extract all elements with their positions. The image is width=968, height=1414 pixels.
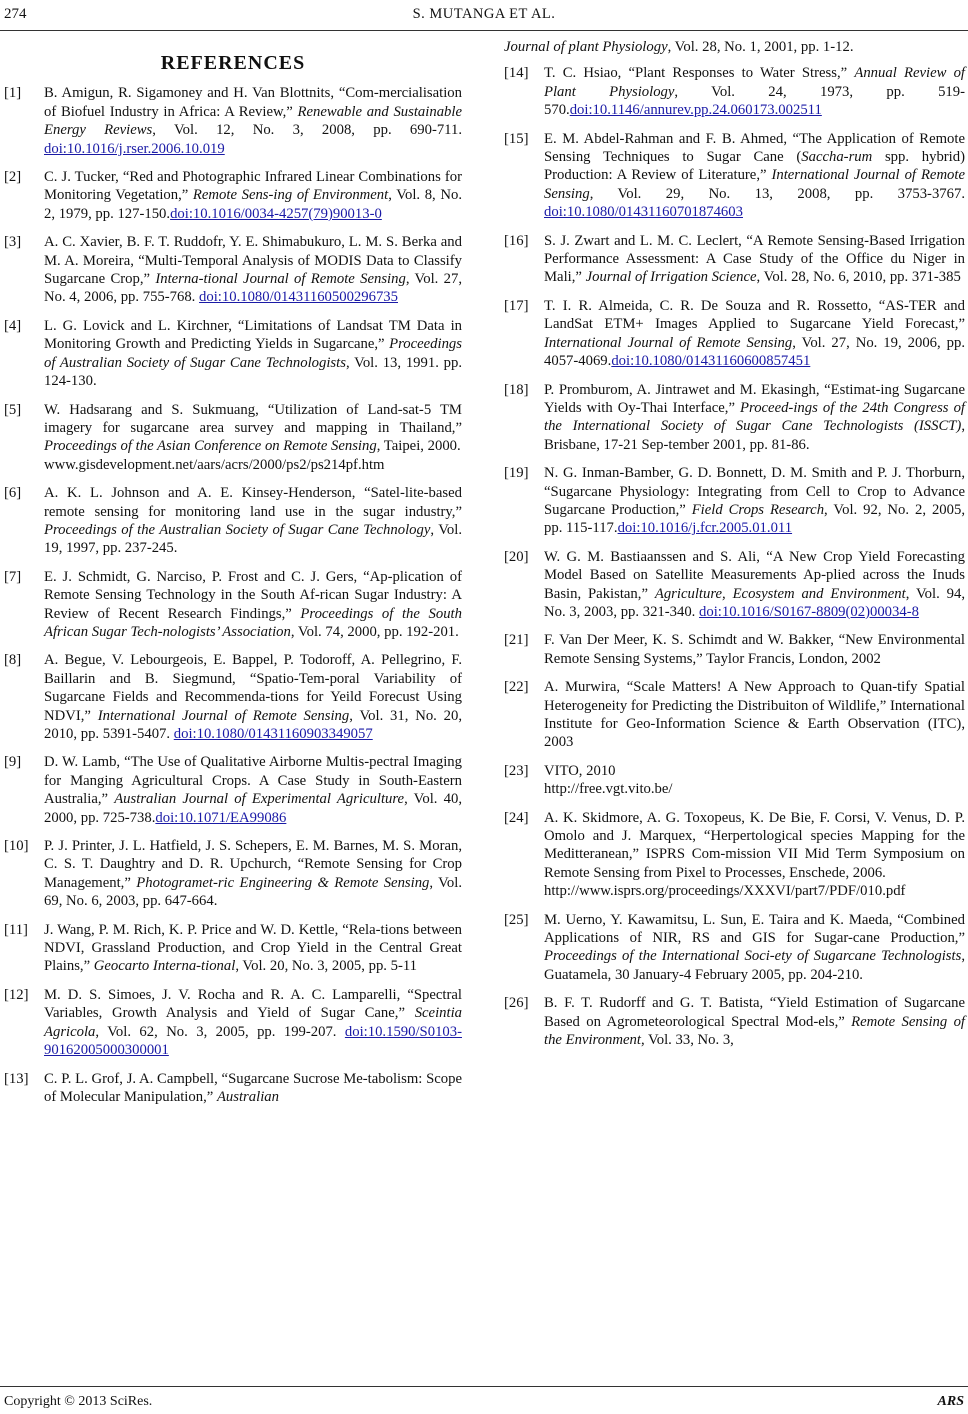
reference-text	[44, 837, 462, 911]
reference-source: Interna-tional Journal of Remote Sensing	[155, 271, 406, 288]
reference-number: [22]	[504, 679, 529, 696]
reference-text	[544, 130, 965, 222]
reference-text	[44, 84, 462, 158]
reference-item	[4, 233, 462, 307]
reference-details-2: , Vol. 29, No. 13, 2008, pp. 3753-3767.	[589, 185, 965, 202]
reference-item	[504, 232, 965, 287]
reference-item	[4, 568, 462, 642]
reference-source: International Journal of Remote Sensing	[544, 334, 793, 351]
reference-item	[504, 381, 965, 455]
reference-details: , Vol. 94, No. 3, 2003, pp. 321-340.	[544, 585, 966, 620]
left-column	[4, 38, 462, 1116]
reference-number: [21]	[504, 632, 529, 649]
doi-link[interactable]: doi:10.1016/S0167-8809(02)00034-8	[699, 603, 919, 620]
reference-authors-title: VITO, 2010	[544, 762, 616, 779]
reference-text	[44, 986, 462, 1060]
reference-authors-title: E. M. Abdel-Rahman and F. B. Ahmed, “The Application of Remote Sensing Techniques to Sugar Cane (	[544, 130, 965, 166]
continuation-journal: Journal of plant Physiology	[504, 39, 668, 55]
reference-text	[544, 994, 965, 1049]
doi-link[interactable]: doi:10.1080/01431160500296735	[199, 289, 398, 306]
reference-item	[4, 84, 462, 158]
reference-text	[544, 762, 965, 799]
reference-13-continuation	[504, 38, 965, 56]
reference-item	[504, 130, 965, 222]
reference-authors-title: A. Begue, V. Lebourgeois, E. Bappel, P. Todoroff, A. Pellegrino, F. Baillarin and B. Siegmund, “Spatio-Tem-poral Variability of Sugarcane Fields and Recommenda-tions for Yeild Forecust Using NDVI,”	[44, 652, 462, 724]
reference-source: Remote Sensing of the Environment	[544, 1013, 966, 1049]
reference-number: [20]	[504, 548, 529, 565]
reference-number: [16]	[504, 232, 529, 249]
journal-abbreviation: ARS	[937, 1394, 964, 1409]
reference-details: , Vol. 33, No. 3,	[640, 1032, 734, 1049]
reference-text	[544, 548, 965, 622]
reference-text	[544, 64, 965, 119]
reference-source: Photogramet-ric Engineering & Remote Sensing	[136, 874, 430, 891]
reference-source: Renewable and Sustainable Energy Reviews	[44, 103, 462, 139]
reference-details: , Vol. 31, No. 20, 2010, pp. 5391-5407.	[44, 707, 462, 742]
reference-text	[44, 401, 462, 475]
reference-item	[504, 762, 965, 799]
doi-link[interactable]: doi:10.1080/01431160903349057	[173, 726, 373, 742]
reference-text	[544, 631, 965, 668]
reference-details: , Brisbane, 17-21 Sep-tember 2001, pp. 81-86.	[544, 418, 965, 453]
reference-authors-title: N. G. Inman-Bamber, G. D. Bonnett, D. M. Smith and P. J. Thorburn, “Sugarcane Physiology: Integrating from Cell to Crop to Advance Sugarcane Production,”	[544, 465, 965, 518]
reference-details: , Vol. 62, No. 3, 2005, pp. 199-207.	[95, 1023, 345, 1040]
footer-rule	[0, 1386, 968, 1387]
reference-source: Sceintia Agricola	[44, 1005, 462, 1040]
reference-item	[504, 678, 965, 752]
reference-number: [10]	[4, 838, 29, 855]
reference-number: [15]	[504, 130, 529, 147]
reference-item	[4, 753, 462, 827]
reference-item	[504, 994, 965, 1049]
reference-item	[4, 651, 462, 743]
reference-number: [9]	[4, 754, 22, 771]
reference-details: , Vol. 20, No. 3, 2005, pp. 5-11	[235, 958, 418, 975]
reference-details: , Vol. 13, 1991. pp. 124-130.	[44, 354, 462, 390]
page-footer	[0, 1386, 968, 1414]
reference-source: Journal of Irrigation Science	[585, 269, 757, 286]
reference-text	[44, 921, 462, 976]
reference-authors-title: P. Promburom, A. Jintrawet and M. Ekasingh, “Estimat-ing Sugarcane Yields with Oy-Thai Interface,”	[544, 381, 965, 416]
reference-url: www.gisdevelopment.net/aars/acrs/2000/ps2/ps214pf.htm	[44, 456, 385, 473]
reference-authors-title: J. Wang, P. M. Rich, K. P. Price and W. D. Kettle, “Rela-tions between NDVI, Grassland Production, and Crop Yield in the Central Great Plains,”	[44, 921, 462, 975]
reference-authors-title: W. G. M. Bastiaanssen and S. Ali, “A New Crop Yield Forecasting Model Based on Satellite Measurements Ap-plied across the Inuds Basin, Pakistan,”	[544, 548, 965, 602]
reference-authors-title: C. P. L. Grof, J. A. Campbell, “Sugarcane Sucrose Me-tabolism: Scope of Molecular Manipulation,”	[44, 1070, 462, 1105]
reference-item	[504, 809, 965, 901]
reference-text	[544, 232, 965, 287]
reference-source: Australian	[216, 1088, 279, 1105]
reference-source-2: International Journal of Remote Sensing	[544, 167, 965, 202]
reference-text	[44, 651, 462, 743]
reference-number: [3]	[4, 234, 22, 251]
reference-text	[544, 381, 965, 455]
reference-details: , Vol. 27, No. 19, 2006, pp. 4057-4069.	[544, 334, 965, 370]
reference-text	[44, 317, 462, 391]
reference-details: , Guatamela, 30 January-4 February 2005, pp. 204-210.	[544, 948, 965, 983]
reference-number: [17]	[504, 297, 529, 314]
reference-source: Australian Journal of Experimental Agriculture	[114, 791, 405, 808]
reference-details: , Vol. 8, No. 2, 1979, pp. 127-150.	[44, 187, 462, 222]
reference-text	[544, 678, 965, 752]
reference-text	[44, 168, 462, 223]
reference-number: [23]	[504, 762, 529, 779]
reference-number: [1]	[4, 85, 22, 102]
page-number: 274	[4, 6, 27, 22]
reference-number: [14]	[504, 65, 529, 82]
reference-source: Proceedings of Australian Society of Sugar Cane Technologists	[44, 336, 462, 371]
reference-item	[4, 837, 462, 911]
reference-authors-title: M. D. S. Simoes, J. V. Rocha and R. A. C. Lamparelli, “Spectral Variables, Growth Analysis and Yield of Sugar Cane,”	[44, 986, 462, 1022]
reference-item	[504, 911, 965, 985]
reference-authors-title: T. C. Hsiao, “Plant Responses to Water Stress,”	[544, 65, 855, 82]
doi-link[interactable]: doi:10.1080/01431160600857451	[611, 353, 811, 370]
reference-item	[504, 464, 965, 538]
reference-details: , Taipei, 2000.	[376, 438, 461, 455]
right-column	[504, 38, 965, 1060]
reference-text	[44, 233, 462, 307]
reference-item	[504, 64, 965, 119]
reference-source: Annual Review of Plant Physiology	[544, 65, 965, 100]
reference-source: Saccha-rum	[801, 149, 873, 166]
reference-details: , Vol. 28, No. 6, 2010, pp. 371-385	[756, 269, 961, 286]
reference-number: [2]	[4, 169, 22, 186]
running-head: S. MUTANGA ET AL.	[412, 6, 556, 22]
reference-number: [26]	[504, 995, 529, 1012]
reference-number: [5]	[4, 401, 22, 418]
doi-link[interactable]: doi:10.1016/j.rser.2006.10.019	[44, 140, 225, 157]
reference-item	[4, 168, 462, 223]
continuation-details: , Vol. 28, No. 1, 2001, pp. 1-12.	[667, 39, 854, 55]
reference-text	[544, 464, 965, 538]
reference-authors-title: C. J. Tucker, “Red and Photographic Infrared Linear Combinations for Monitoring Vegetation,”	[44, 169, 462, 204]
reference-authors-title: L. G. Lovick and L. Kirchner, “Limitations of Landsat TM Data in Monitoring Growth and Predicting Yields in Sugarcane,”	[44, 317, 462, 353]
reference-text	[544, 809, 965, 901]
reference-source: Proceedings of the South African Sugar Tech-nologists’ Association	[44, 605, 462, 640]
reference-source: Proceedings of the International Soci-ety of Sugarcane Technologists	[544, 948, 962, 965]
reference-text	[44, 484, 462, 558]
reference-list-right	[504, 64, 965, 1049]
reference-source: Field Crops Research	[691, 501, 825, 518]
reference-authors-title: E. J. Schmidt, G. Narciso, P. Frost and C. J. Gers, “Ap-plication of Remote Sensing Technology in the South Af-rican Sugar Industry: A Review of Recent Research Findings,”	[44, 568, 462, 622]
reference-details: , Vol. 24, 1973, pp. 519-570.	[544, 83, 965, 119]
doi-link[interactable]: doi:10.1071/EA99086	[155, 809, 287, 826]
reference-number: [18]	[504, 381, 529, 398]
reference-source: Proceedings of the Australian Society of Sugar Cane Technology	[44, 521, 431, 538]
reference-item	[504, 631, 965, 668]
reference-item	[4, 317, 462, 391]
reference-details: , Vol. 19, 1997, pp. 237-245.	[44, 521, 462, 557]
reference-source: Proceed-ings of the 24th Congress of the International Society of Sugar Cane Technologists (ISSCT)	[544, 399, 965, 435]
reference-authors-title: B. Amigun, R. Sigamoney and H. Van Blottnits, “Com-mercialisation of Biofuel Industry in Africa: A Review,”	[44, 85, 462, 120]
reference-number: [4]	[4, 317, 22, 334]
reference-details: spp. hybrid) Production: A Review of Literature,”	[544, 149, 965, 184]
reference-authors-title: F. Van Der Meer, K. S. Schimdt and W. Bakker, “New Environmental Remote Sensing Systems,” Taylor Francis, London, 2002	[544, 632, 965, 667]
doi-link[interactable]: doi:10.1016/0034-4257(79)90013-0	[170, 205, 382, 222]
reference-url: http://www.isprs.org/proceedings/XXXVI/part7/PDF/010.pdf	[544, 883, 906, 900]
reference-number: [11]	[4, 921, 28, 938]
reference-number: [19]	[504, 465, 529, 482]
reference-source: Proceedings of the Asian Conference on Remote Sensing	[44, 438, 377, 455]
reference-details: , Vol. 12, No. 3, 2008, pp. 690-711.	[152, 122, 462, 139]
reference-list-left	[4, 84, 462, 1106]
reference-authors-title: S. J. Zwart and L. M. C. Leclert, “A Remote Sensing-Based Irrigation Performance Assessment: A Case Study of the Office du Niger in Mali,”	[544, 232, 965, 286]
reference-text	[44, 568, 462, 642]
reference-authors-title: B. F. T. Rudorff and G. T. Batista, “Yield Estimation of Sugarcane Based on Agrometeorological Spectral Mod-els,”	[544, 995, 965, 1030]
reference-url: http://free.vgt.vito.be/	[544, 781, 673, 798]
reference-item	[4, 484, 462, 558]
section-title: REFERENCES	[160, 52, 306, 74]
reference-text	[44, 1070, 462, 1107]
reference-item	[504, 297, 965, 371]
reference-details: , Vol. 27, No. 4, 2006, pp. 755-768.	[44, 271, 462, 306]
reference-number: [25]	[504, 911, 529, 928]
reference-number: [7]	[4, 568, 22, 585]
reference-number: [12]	[4, 986, 29, 1003]
reference-authors-title: A. K. Skidmore, A. G. Toxopeus, K. De Bie, F. Corsi, V. Venus, D. P. Omolo and J. Marquex, “Herpertological species Mapping for the Meditteranean,” ISPRS Com-mission VII Mid Term Symposium on Remote Sensing from Pixel to Processes, Enschede, 2006.	[544, 809, 965, 881]
reference-source: Remote Sens-ing of Environment	[192, 187, 389, 204]
doi-link[interactable]: doi:10.1590/S0103-90162005000300001	[44, 1023, 462, 1059]
reference-authors-title: D. W. Lamb, “The Use of Qualitative Airborne Multis-pectral Imaging for Manging Agricultural Crops. A Case Study in South-Eastern Australia,”	[44, 754, 462, 808]
reference-item	[4, 1070, 462, 1107]
reference-details: , Vol. 92, No. 2, 2005, pp. 115-117.	[544, 501, 965, 537]
reference-authors-title: A. K. L. Johnson and A. E. Kinsey-Henderson, “Satel-lite-based remote sensing for monitoring land use in the sugar industry,”	[44, 485, 462, 520]
copyright-notice: Copyright © 2013 SciRes.	[4, 1394, 153, 1409]
reference-text	[44, 753, 462, 827]
doi-link[interactable]: doi:10.1146/annurev.pp.24.060173.002511	[569, 102, 822, 119]
reference-number: [13]	[4, 1070, 29, 1087]
reference-item	[4, 986, 462, 1060]
reference-number: [6]	[4, 485, 22, 502]
reference-authors-title: M. Uerno, Y. Kawamitsu, L. Sun, E. Taira and K. Maeda, “Combined Applications of NIR, RS and GIS for Sugar-cane Production,”	[544, 911, 965, 947]
reference-details: , Vol. 69, No. 6, 2003, pp. 647-664.	[44, 874, 462, 910]
reference-number: [8]	[4, 652, 22, 669]
reference-authors-title: W. Hadsarang and S. Sukmuang, “Utilization of Land-sat-5 TM imagery for sugarcane area survey and mapping in Thailand,”	[44, 401, 462, 436]
reference-authors-title: P. J. Printer, J. L. Hatfield, J. S. Schepers, E. M. Barnes, M. S. Moran, C. S. T. Daughtry and D. R. Upchurch, “Remote Sensing for Crop Management,”	[44, 838, 462, 891]
reference-number: [24]	[504, 809, 529, 826]
reference-authors-title: T. I. R. Almeida, C. R. De Souza and R. Rossetto, “AS-TER and LandSat ETM+ Images Applied to Sugarcane Yield Forecast,”	[544, 297, 965, 333]
header-rule	[0, 30, 968, 31]
doi-link[interactable]: doi:10.1080/01431160701874603	[544, 204, 743, 221]
doi-link[interactable]: doi:10.1016/j.fcr.2005.01.011	[617, 520, 793, 537]
reference-text	[544, 297, 965, 371]
reference-item	[4, 401, 462, 475]
page-header	[0, 0, 968, 34]
reference-source: Geocarto Interna-tional	[93, 958, 236, 975]
reference-authors-title: A. Murwira, “Scale Matters! A New Approach to Quan-tify Spatial Heterogeneity for Predicting the Distribuiton of Wildlife,” International Institute for Geo-Information Science & Earth Observation (ITC), 2003	[544, 679, 965, 751]
reference-text	[544, 911, 965, 985]
reference-item	[504, 548, 965, 622]
reference-source: International Journal of Remote Sensing	[97, 707, 350, 724]
reference-details: , Vol. 40, 2000, pp. 725-738.	[44, 791, 463, 826]
reference-details: , Vol. 74, 2000, pp. 192-201.	[290, 623, 459, 640]
reference-source: Agriculture, Ecosystem and Environment	[654, 585, 906, 602]
reference-authors-title: A. C. Xavier, B. F. T. Ruddofr, Y. E. Shimabukuro, L. M. S. Berka and M. A. Moreira, “Multi-Temporal Analysis of MODIS Data to Classify Sugarcane Crop,”	[44, 234, 462, 288]
reference-item	[4, 921, 462, 976]
